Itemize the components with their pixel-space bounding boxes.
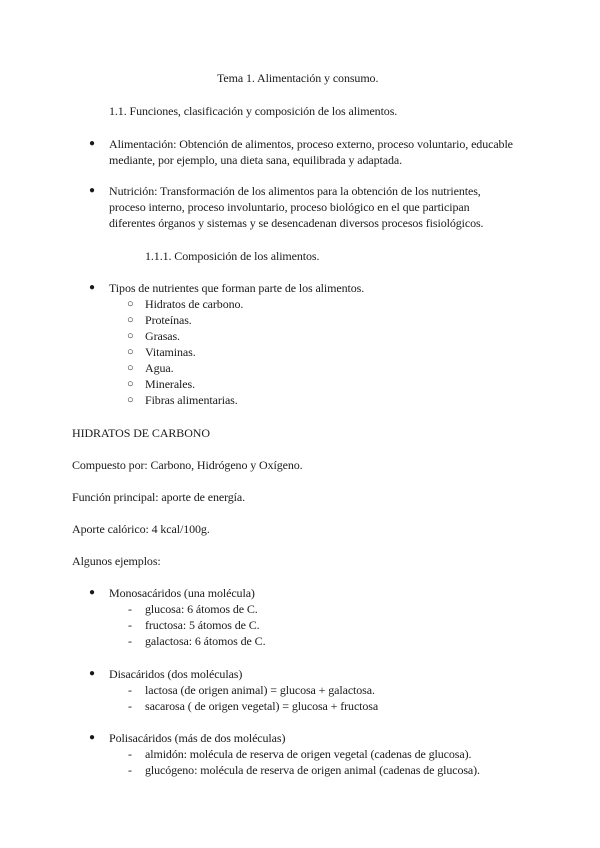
- list-item: Minerales.: [145, 377, 195, 391]
- list-item: Hidratos de carbono.: [145, 297, 244, 311]
- circle-bullet-icon: ○: [127, 330, 134, 342]
- list-item: Agua.: [145, 361, 174, 375]
- list-item: almidón: molécula de reserva de origen vegetal (cadenas de glucosa).: [145, 747, 472, 761]
- section-1-1-1-heading: 1.1.1. Composición de los alimentos.: [145, 249, 320, 263]
- list-item: Fibras alimentarias.: [145, 393, 238, 407]
- section-1-1-heading: 1.1. Funciones, clasificación y composición de los alimentos.: [109, 104, 398, 118]
- list-item: Vitaminas.: [145, 345, 196, 359]
- dash-bullet-icon: -: [128, 634, 132, 648]
- list-item: glucosa: 6 átomos de C.: [145, 602, 258, 616]
- hidratos-funcion: Función principal: aporte de energía.: [72, 490, 246, 504]
- dash-bullet-icon: -: [128, 747, 132, 761]
- list-item: Proteínas.: [145, 313, 192, 327]
- list-item: lactosa (de origen animal) = glucosa + galactosa.: [145, 683, 375, 697]
- hidratos-compuesto: Compuesto por: Carbono, Hidrógeno y Oxígeno.: [72, 458, 303, 472]
- group-label-monosacaridos: Monosacáridos (una molécula): [109, 586, 255, 600]
- dash-bullet-icon: -: [128, 683, 132, 697]
- circle-bullet-icon: ○: [127, 378, 134, 390]
- hidratos-aporte: Aporte calórico: 4 kcal/100g.: [72, 522, 210, 536]
- alimentacion-line-2: mediante, por ejemplo, una dieta sana, equilibrada y adaptada.: [109, 153, 403, 167]
- alimentacion-line-1: Alimentación: Obtención de alimentos, proceso externo, proceso voluntario, educable: [109, 137, 513, 151]
- circle-bullet-icon: ○: [127, 314, 134, 326]
- list-item: sacarosa ( de origen vegetal) = glucosa + fructosa: [145, 699, 379, 713]
- bullet-icon: ●: [89, 185, 95, 196]
- bullet-icon: ●: [89, 587, 95, 598]
- bullet-icon: ●: [89, 138, 95, 149]
- dash-bullet-icon: -: [128, 699, 132, 713]
- list-item: glucógeno: molécula de reserva de origen animal (cadenas de glucosa).: [145, 763, 480, 777]
- nutrientes-intro: Tipos de nutrientes que forman parte de los alimentos.: [109, 281, 365, 295]
- hidratos-heading: HIDRATOS DE CARBONO: [72, 426, 210, 440]
- hidratos-ejemplos: Algunos ejemplos:: [72, 554, 161, 568]
- dash-bullet-icon: -: [128, 618, 132, 632]
- list-item: fructosa: 5 átomos de C.: [145, 618, 260, 632]
- list-item: galactosa: 6 átomos de C.: [145, 634, 266, 648]
- dash-bullet-icon: -: [128, 763, 132, 777]
- list-item: Grasas.: [145, 329, 180, 343]
- nutricion-line-3: diferentes órganos y sistemas y se desencadenan diversos procesos fisiológicos.: [109, 216, 484, 230]
- group-label-disacaridos: Disacáridos (dos moléculas): [109, 667, 243, 681]
- dash-bullet-icon: -: [128, 602, 132, 616]
- nutricion-line-2: proceso interno, proceso involuntario, proceso biológico en el que participan: [109, 200, 470, 214]
- circle-bullet-icon: ○: [127, 298, 134, 310]
- bullet-icon: ●: [89, 282, 95, 293]
- circle-bullet-icon: ○: [127, 362, 134, 374]
- group-label-polisacaridos: Polisacáridos (más de dos moléculas): [109, 731, 286, 745]
- document-title: Tema 1. Alimentación y consumo.: [217, 71, 379, 85]
- nutricion-line-1: Nutrición: Transformación de los alimentos para la obtención de los nutrientes,: [109, 184, 481, 198]
- bullet-icon: ●: [89, 668, 95, 679]
- circle-bullet-icon: ○: [127, 394, 134, 406]
- bullet-icon: ●: [89, 732, 95, 743]
- circle-bullet-icon: ○: [127, 346, 134, 358]
